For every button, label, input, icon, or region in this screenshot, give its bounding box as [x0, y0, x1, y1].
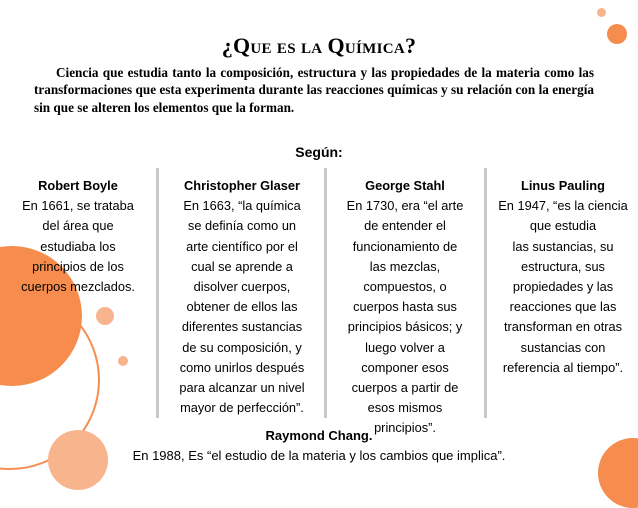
author-text-line: En 1947, “es la ciencia — [498, 198, 628, 214]
author-text-line: cuerpos a partir de — [351, 380, 459, 396]
author-text-line: mayor de perfección”. — [180, 400, 304, 416]
author-text-line: En 1661, se trataba — [22, 198, 134, 214]
segun-heading: Según: — [295, 144, 343, 160]
chang-name: Raymond Chang. — [265, 428, 373, 443]
author-text-line: luego volver a — [365, 339, 445, 355]
author-text-line: de su composición, y — [182, 339, 302, 355]
author-text-line: propiedades y las — [512, 279, 614, 295]
author-text-line: principios”. — [374, 420, 436, 436]
author-text-line: cual se aprende a — [191, 258, 293, 274]
author-text-line: componer esos — [361, 359, 449, 375]
intro-paragraph: Ciencia que estudia tanto la composición, estructura y las propiedades de la materia como las transformaciones que esta experimenta durante las reacciones químicas y su relación con la energía sin que se alteren los elementos que la forman. — [34, 65, 594, 115]
author-text-line: las sustancias, su — [512, 238, 614, 254]
author-column-boyle — [0, 176, 156, 297]
author-text-line: de entender el — [364, 218, 446, 234]
author-name: Linus Pauling — [521, 178, 605, 193]
author-text-line: En 1663, “la química — [183, 198, 301, 214]
author-text-line: como unirlos después — [179, 359, 305, 375]
author-text-line: En 1730, era “el arte — [346, 198, 464, 214]
author-text-line: reacciones que las — [509, 299, 617, 315]
column-separator-1 — [156, 168, 159, 418]
decorative-circle-left-small — [96, 307, 114, 325]
author-name: Christopher Glaser — [184, 178, 300, 193]
author-text-line: diferentes sustancias — [181, 319, 303, 335]
author-text-line: para alcanzar un nivel — [179, 380, 305, 396]
author-text-line: principios de los — [32, 258, 124, 274]
author-text-line: cuerpos mezclados. — [21, 279, 135, 295]
author-text-line: principios básicos; y — [347, 319, 463, 335]
author-text-line: cuerpos hasta sus — [353, 299, 457, 315]
author-name: Robert Boyle — [38, 178, 118, 193]
decorative-circle-left-tiny — [118, 356, 128, 366]
author-column-glaser — [162, 176, 322, 418]
author-text-line: compuestos, o — [363, 279, 447, 295]
author-text-line: obtener de ellos las — [186, 299, 298, 315]
decorative-circle-top-right-small — [597, 8, 606, 17]
author-text-line: estructura, sus — [521, 258, 605, 274]
author-text-line: las mezclas, — [369, 258, 441, 274]
author-text-line: sustancias con — [520, 339, 606, 355]
author-text-line: del área que — [42, 218, 114, 234]
author-column-pauling — [488, 176, 638, 378]
author-text-line: que estudia — [529, 218, 597, 234]
author-column-stahl — [329, 176, 481, 439]
chang-definition: En 1988, Es “el estudio de la materia y los cambios que implica”. — [132, 448, 506, 463]
author-text-line: referencia al tiempo”. — [502, 359, 624, 375]
author-text-line: se definía como un — [187, 218, 297, 234]
page-title: ¿QUE ES LA QUÍMICA? — [221, 33, 417, 58]
author-text-line: funcionamiento de — [352, 238, 458, 254]
author-name: George Stahl — [365, 178, 445, 193]
author-text-line: esos mismos — [367, 400, 443, 416]
column-separator-2 — [324, 168, 327, 418]
author-text-line: disolver cuerpos, — [193, 279, 291, 295]
author-text-line: arte científico por el — [186, 238, 298, 254]
author-text-line: transforman en otras — [503, 319, 623, 335]
author-text-line: estudiaba los — [40, 238, 116, 254]
column-separator-3 — [484, 168, 487, 418]
